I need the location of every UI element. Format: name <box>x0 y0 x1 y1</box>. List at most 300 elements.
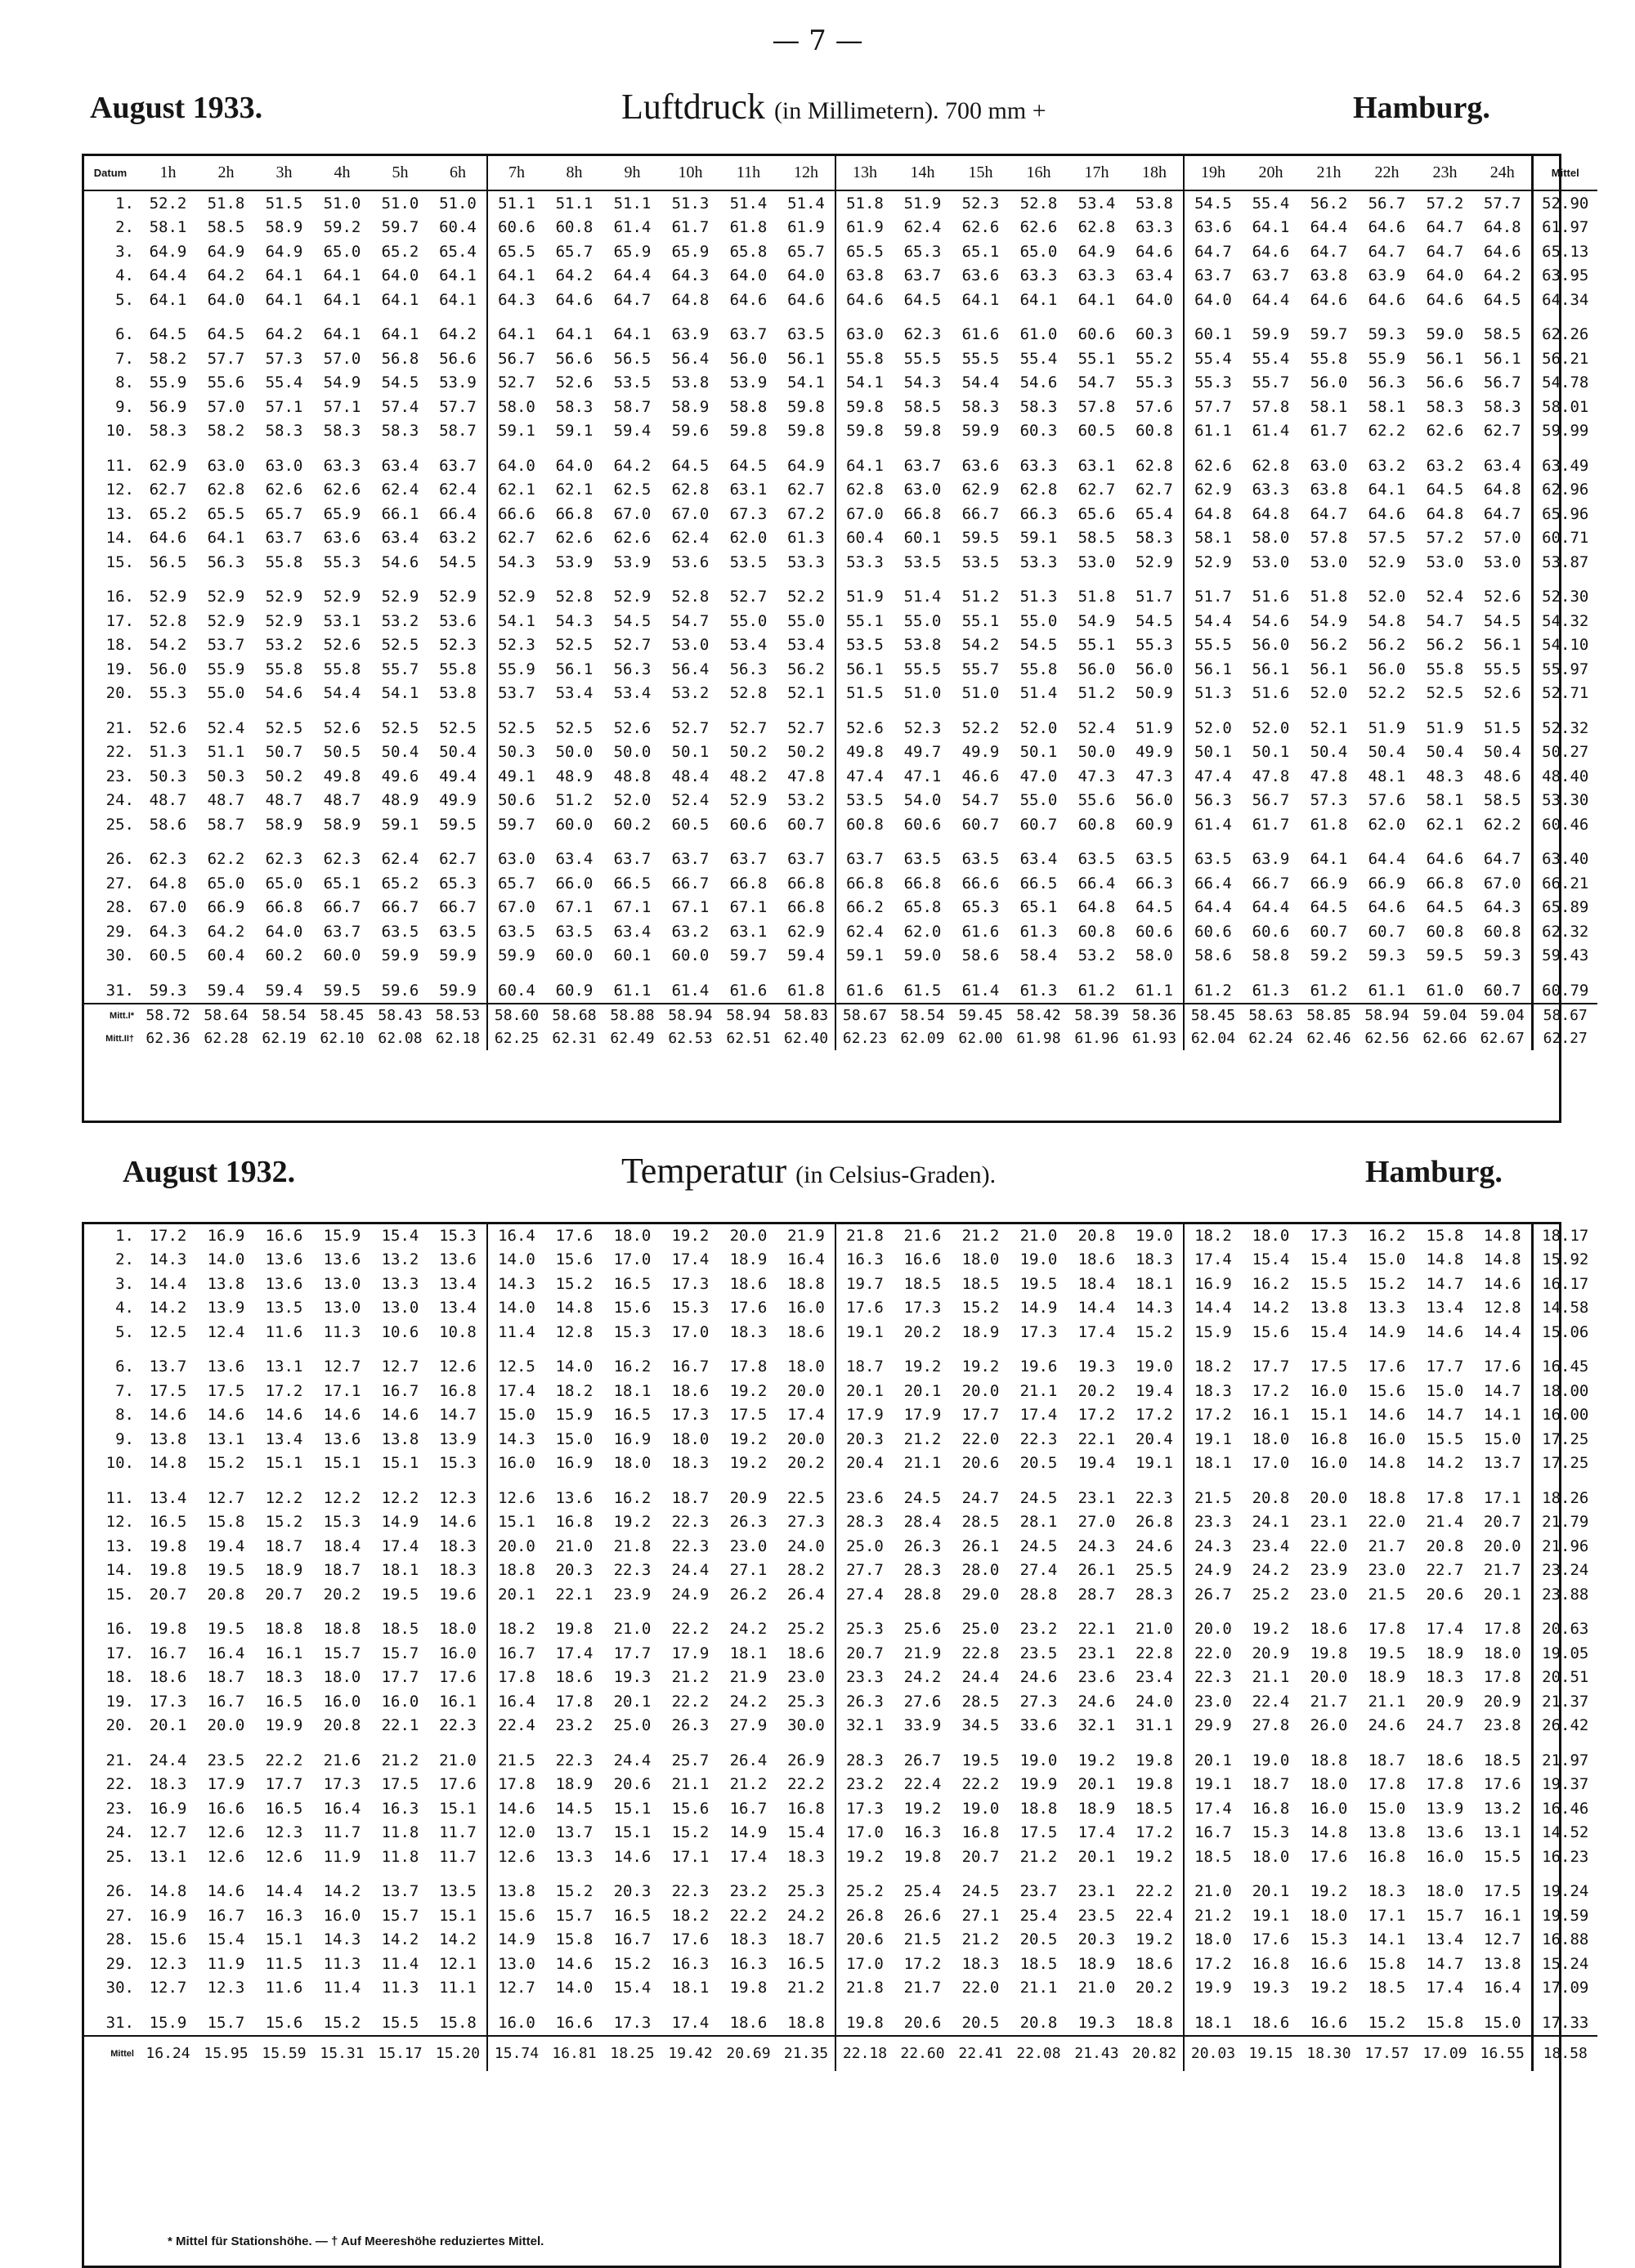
value-cell: 23.2 <box>729 1882 768 1901</box>
value-cell: 16.5 <box>613 1906 652 1925</box>
value-cell: 50.6 <box>487 789 545 813</box>
value-cell: 55.8 <box>1426 660 1464 678</box>
value-cell: 60.5 <box>149 946 187 965</box>
value-cell: 51.2 <box>1077 684 1116 703</box>
table-row <box>82 1607 1597 1642</box>
value-cell: 53.8 <box>1136 194 1173 212</box>
value-cell: 64.7 <box>1184 239 1242 264</box>
value-cell: 64.2 <box>439 325 477 344</box>
value-cell: 18.8 <box>1310 1751 1348 1769</box>
date-cell: 3. <box>115 1274 134 1293</box>
value-cell: 48.6 <box>1483 767 1521 785</box>
pressure-table <box>82 156 1597 1050</box>
value-cell: 19.8 <box>1136 1751 1173 1769</box>
value-cell: 17.2 <box>1077 1406 1116 1425</box>
value-cell: 51.6 <box>1252 684 1290 703</box>
value-cell: 25.2 <box>835 1869 894 1904</box>
value-cell: 60.7 <box>1019 815 1058 834</box>
value-cell: 21.2 <box>961 1226 1000 1245</box>
value-cell: 65.1 <box>961 242 1000 261</box>
table-row <box>82 657 1597 682</box>
table-row <box>82 347 1597 371</box>
hour-header: 20h <box>1242 156 1300 190</box>
value-cell: 26.6 <box>903 1906 942 1925</box>
value-cell: 11.1 <box>439 1979 477 1997</box>
value-cell: 56.1 <box>1184 657 1242 682</box>
value-cell: 18.9 <box>961 1322 1000 1341</box>
table-row <box>82 1248 1597 1273</box>
value-cell: 56.8 <box>381 349 419 368</box>
value-cell: 55.9 <box>1368 349 1406 368</box>
value-cell: 66.8 <box>1426 874 1464 892</box>
value-cell: 63.2 <box>439 529 477 548</box>
daily-mean-cell: 21.79 <box>1532 1510 1597 1535</box>
value-cell: 56.7 <box>1252 791 1290 810</box>
value-cell: 52.7 <box>787 718 825 737</box>
temperature-mittel-row <box>82 2036 1597 2071</box>
value-cell: 14.6 <box>439 1513 477 1532</box>
date-cell: 21. <box>105 718 134 737</box>
mean-value-cell: 62.04 <box>1184 1027 1242 1050</box>
value-cell: 17.8 <box>1483 1620 1521 1639</box>
value-cell: 19.1 <box>1184 1773 1242 1797</box>
value-cell: 21.1 <box>1019 1381 1058 1400</box>
hour-header: 9h <box>603 156 661 190</box>
value-cell: 16.1 <box>1483 1906 1521 1925</box>
value-cell: 63.5 <box>381 922 419 941</box>
value-cell: 23.9 <box>1310 1561 1348 1580</box>
table-row <box>82 1296 1597 1321</box>
date-cell: 14. <box>105 1561 134 1580</box>
value-cell: 59.3 <box>1368 325 1406 344</box>
value-cell: 51.4 <box>787 194 825 212</box>
value-cell: 17.0 <box>835 1821 894 1845</box>
pressure-month: August 1933. <box>90 91 263 125</box>
value-cell: 49.7 <box>903 743 942 762</box>
value-cell: 55.7 <box>961 660 1000 678</box>
value-cell: 54.5 <box>1136 611 1173 630</box>
value-cell: 55.8 <box>835 347 894 371</box>
value-cell: 14.0 <box>487 1248 545 1273</box>
value-cell: 17.5 <box>1483 1882 1521 1901</box>
value-cell: 14.3 <box>149 1250 187 1269</box>
value-cell: 62.8 <box>671 481 710 499</box>
mean-value-cell: 22.08 <box>1010 2036 1068 2071</box>
value-cell: 11.9 <box>207 1954 245 1973</box>
value-cell: 56.2 <box>1310 636 1348 655</box>
value-cell: 14.6 <box>613 1847 652 1866</box>
value-cell: 15.2 <box>555 1274 594 1293</box>
value-cell: 17.8 <box>555 1692 594 1711</box>
value-cell: 26.9 <box>787 1751 825 1769</box>
value-cell: 64.4 <box>1310 218 1348 237</box>
value-cell: 64.1 <box>439 266 477 285</box>
value-cell: 56.9 <box>149 397 187 416</box>
value-cell: 50.2 <box>265 767 303 785</box>
value-cell: 52.2 <box>961 718 1000 737</box>
value-cell: 55.4 <box>1252 194 1290 212</box>
value-cell: 53.0 <box>1252 552 1290 571</box>
value-cell: 13.1 <box>1483 1823 1521 1842</box>
value-cell: 64.3 <box>1483 898 1521 917</box>
value-cell: 21.0 <box>555 1537 594 1555</box>
pressure-title-line <box>621 86 1046 127</box>
value-cell: 64.0 <box>1184 288 1242 312</box>
value-cell: 55.8 <box>323 660 361 678</box>
date-cell: 26. <box>105 1882 134 1901</box>
date-cell: 22. <box>105 1775 134 1794</box>
value-cell: 23.9 <box>613 1585 652 1604</box>
value-cell: 24.7 <box>1426 1716 1464 1735</box>
table-row <box>82 526 1597 551</box>
value-cell: 66.5 <box>1019 874 1058 892</box>
value-cell: 15.9 <box>1184 1320 1242 1344</box>
value-cell: 58.2 <box>207 422 245 441</box>
value-cell: 17.2 <box>903 1954 942 1973</box>
value-cell: 13.6 <box>323 1250 361 1269</box>
mean-value-cell: 58.60 <box>487 1004 545 1027</box>
value-cell: 54.1 <box>487 609 545 633</box>
value-cell: 64.5 <box>1310 898 1348 917</box>
value-cell: 11.7 <box>439 1847 477 1866</box>
value-cell: 15.1 <box>487 1510 545 1535</box>
value-cell: 61.5 <box>903 981 942 1000</box>
table-row <box>82 1714 1597 1738</box>
value-cell: 54.5 <box>1483 611 1521 630</box>
value-cell: 59.7 <box>381 218 419 237</box>
value-cell: 65.4 <box>439 242 477 261</box>
value-cell: 64.4 <box>613 266 652 285</box>
value-cell: 18.0 <box>323 1668 361 1687</box>
value-cell: 19.3 <box>1077 1358 1116 1376</box>
value-cell: 14.8 <box>1426 1250 1464 1269</box>
value-cell: 48.8 <box>613 767 652 785</box>
value-cell: 21.7 <box>1483 1561 1521 1580</box>
value-cell: 15.8 <box>555 1930 594 1949</box>
value-cell: 21.8 <box>613 1537 652 1555</box>
value-cell: 12.7 <box>149 1979 187 1997</box>
value-cell: 15.3 <box>613 1322 652 1341</box>
table-row <box>82 1427 1597 1452</box>
value-cell: 22.2 <box>787 1775 825 1794</box>
value-cell: 55.0 <box>1019 611 1058 630</box>
daily-mean-cell: 52.71 <box>1532 682 1597 706</box>
value-cell: 59.2 <box>323 218 361 237</box>
value-cell: 14.9 <box>487 1928 545 1953</box>
value-cell: 67.1 <box>555 898 594 917</box>
value-cell: 15.2 <box>1368 1274 1406 1293</box>
value-cell: 48.7 <box>207 791 245 810</box>
mean-value-cell: 62.66 <box>1422 1030 1467 1047</box>
value-cell: 24.4 <box>961 1668 1000 1687</box>
value-cell: 60.7 <box>1483 981 1521 1000</box>
value-cell: 20.0 <box>1310 1668 1348 1687</box>
value-cell: 19.5 <box>961 1751 1000 1769</box>
value-cell: 15.6 <box>613 1299 652 1317</box>
value-cell: 57.8 <box>1077 397 1116 416</box>
value-cell: 55.5 <box>961 349 1000 368</box>
value-cell: 52.9 <box>439 588 477 606</box>
value-cell: 25.0 <box>613 1716 652 1735</box>
value-cell: 65.3 <box>961 898 1000 917</box>
value-cell: 60.4 <box>487 968 545 1004</box>
table-row <box>82 1641 1597 1666</box>
mean-value-cell: 58.45 <box>313 1004 371 1027</box>
value-cell: 30.0 <box>787 1716 825 1735</box>
value-cell: 59.1 <box>487 419 545 444</box>
date-cell: 31. <box>105 2013 134 2032</box>
value-cell: 18.0 <box>1252 1226 1290 1245</box>
value-cell: 55.8 <box>1310 349 1348 368</box>
value-cell: 50.4 <box>439 743 477 762</box>
value-cell: 58.7 <box>439 422 477 441</box>
value-cell: 58.9 <box>265 218 303 237</box>
value-cell: 18.6 <box>149 1668 187 1687</box>
value-cell: 17.8 <box>1483 1668 1521 1687</box>
value-cell: 57.0 <box>207 397 245 416</box>
daily-mean-cell: 18.17 <box>1532 1223 1597 1248</box>
value-cell: 16.7 <box>207 1692 245 1711</box>
value-cell: 15.1 <box>265 1930 303 1949</box>
value-cell: 17.5 <box>149 1381 187 1400</box>
value-cell: 54.4 <box>1184 609 1242 633</box>
value-cell: 13.0 <box>487 1952 545 1976</box>
value-cell: 18.0 <box>1310 1906 1348 1925</box>
hour-header: 6h <box>429 156 487 190</box>
mean-value-cell: 58.94 <box>1358 1004 1416 1027</box>
value-cell: 64.4 <box>1368 850 1406 869</box>
value-cell: 53.1 <box>323 611 361 630</box>
value-cell: 59.4 <box>613 422 652 441</box>
value-cell: 15.6 <box>149 1930 187 1949</box>
value-cell: 12.1 <box>439 1954 477 1973</box>
value-cell: 13.7 <box>381 1882 419 1901</box>
value-cell: 62.6 <box>323 481 361 499</box>
daily-mean-cell: 19.24 <box>1532 1869 1597 1904</box>
value-cell: 16.0 <box>1310 1381 1348 1400</box>
value-cell: 17.5 <box>1310 1358 1348 1376</box>
mean-label: Mitt.I* <box>82 1004 139 1027</box>
date-cell: 11. <box>105 1488 134 1507</box>
value-cell: 25.3 <box>835 1607 894 1642</box>
value-cell: 19.3 <box>1252 1979 1290 1997</box>
value-cell: 55.8 <box>1019 660 1058 678</box>
value-cell: 22.1 <box>1077 1429 1116 1448</box>
value-cell: 62.6 <box>961 218 1000 237</box>
value-cell: 62.2 <box>1368 422 1406 441</box>
value-cell: 51.9 <box>903 194 942 212</box>
value-cell: 22.3 <box>439 1716 477 1735</box>
value-cell: 67.0 <box>671 504 710 523</box>
value-cell: 18.6 <box>555 1668 594 1687</box>
value-cell: 64.5 <box>1483 290 1521 309</box>
table-row <box>82 1272 1597 1296</box>
value-cell: 13.9 <box>1426 1799 1464 1818</box>
value-cell: 52.0 <box>1252 718 1290 737</box>
value-cell: 52.8 <box>149 611 187 630</box>
value-cell: 21.7 <box>1368 1537 1406 1555</box>
value-cell: 67.1 <box>613 898 652 917</box>
value-cell: 65.7 <box>265 504 303 523</box>
value-cell: 50.5 <box>323 743 361 762</box>
value-cell: 53.0 <box>1310 552 1348 571</box>
value-cell: 13.6 <box>439 1250 477 1269</box>
value-cell: 20.5 <box>1019 1930 1058 1949</box>
value-cell: 59.4 <box>787 946 825 965</box>
value-cell: 61.0 <box>1019 325 1058 344</box>
value-cell: 23.2 <box>835 1773 894 1797</box>
value-cell: 17.1 <box>671 1847 710 1866</box>
value-cell: 59.8 <box>787 422 825 441</box>
value-cell: 64.5 <box>729 456 768 475</box>
value-cell: 64.6 <box>1368 218 1406 237</box>
table-row <box>82 371 1597 396</box>
value-cell: 48.1 <box>1368 767 1406 785</box>
value-cell: 25.2 <box>1252 1585 1290 1604</box>
value-cell: 62.3 <box>149 850 187 869</box>
value-cell: 57.7 <box>1184 395 1242 419</box>
mean-value-cell: 58.64 <box>197 1004 255 1027</box>
mean-value-cell: 62.40 <box>783 1030 829 1047</box>
value-cell: 63.0 <box>487 837 545 872</box>
value-cell: 18.5 <box>961 1274 1000 1293</box>
value-cell: 52.4 <box>1426 588 1464 606</box>
value-cell: 61.6 <box>729 981 768 1000</box>
hour-header: 12h <box>777 156 835 190</box>
value-cell: 18.6 <box>1310 1620 1348 1639</box>
value-cell: 52.7 <box>613 636 652 655</box>
value-cell: 63.6 <box>1184 216 1242 240</box>
value-cell: 49.8 <box>835 740 894 765</box>
value-cell: 54.5 <box>381 374 419 392</box>
daily-mean-cell: 65.13 <box>1532 239 1597 264</box>
table-row <box>82 216 1597 240</box>
value-cell: 52.3 <box>487 633 545 658</box>
value-cell: 11.4 <box>323 1979 361 1997</box>
value-cell: 47.3 <box>1136 767 1173 785</box>
value-cell: 27.0 <box>1077 1513 1116 1532</box>
value-cell: 64.0 <box>555 456 594 475</box>
value-cell: 55.0 <box>903 611 942 630</box>
mean-value-cell: 22.18 <box>835 2036 894 2071</box>
value-cell: 51.4 <box>729 194 768 212</box>
value-cell: 58.9 <box>323 815 361 834</box>
value-cell: 19.2 <box>729 1381 768 1400</box>
value-cell: 52.3 <box>903 718 942 737</box>
value-cell: 14.4 <box>265 1882 303 1901</box>
value-cell: 16.0 <box>487 2000 545 2036</box>
value-cell: 18.1 <box>671 1979 710 1997</box>
value-cell: 22.0 <box>1310 1537 1348 1555</box>
value-cell: 19.1 <box>1184 1427 1242 1452</box>
value-cell: 64.4 <box>1184 896 1242 920</box>
value-cell: 24.4 <box>613 1751 652 1769</box>
value-cell: 62.6 <box>1184 443 1242 478</box>
mean-value-cell: 58.42 <box>1010 1004 1068 1027</box>
value-cell: 20.1 <box>1077 1775 1116 1794</box>
value-cell: 64.1 <box>1310 850 1348 869</box>
value-cell: 17.7 <box>265 1775 303 1794</box>
value-cell: 26.3 <box>671 1716 710 1735</box>
value-cell: 52.9 <box>207 588 245 606</box>
value-cell: 16.7 <box>1184 1821 1242 1845</box>
value-cell: 56.1 <box>1252 660 1290 678</box>
mean-value-cell: 62.46 <box>1306 1030 1351 1047</box>
table-row <box>82 1582 1597 1607</box>
value-cell: 56.1 <box>1483 349 1521 368</box>
daily-mean-cell: 62.32 <box>1532 919 1597 944</box>
value-cell: 60.1 <box>1184 312 1242 347</box>
mean-value-cell: 16.81 <box>545 2036 603 2071</box>
value-cell: 17.6 <box>439 1668 477 1687</box>
value-cell: 64.6 <box>1368 898 1406 917</box>
value-cell: 16.9 <box>207 1226 245 1245</box>
value-cell: 52.6 <box>323 718 361 737</box>
value-cell: 56.3 <box>1368 374 1406 392</box>
value-cell: 14.8 <box>1310 1823 1348 1842</box>
value-cell: 53.3 <box>787 552 825 571</box>
value-cell: 63.6 <box>323 529 361 548</box>
value-cell: 25.5 <box>1136 1561 1173 1580</box>
value-cell: 58.3 <box>1426 397 1464 416</box>
value-cell: 46.6 <box>961 767 1000 785</box>
value-cell: 16.0 <box>439 1644 477 1662</box>
date-cell: 8. <box>115 374 134 392</box>
value-cell: 64.6 <box>1483 242 1521 261</box>
value-cell: 51.8 <box>207 194 245 212</box>
value-cell: 64.6 <box>1426 290 1464 309</box>
value-cell: 11.7 <box>323 1823 361 1842</box>
value-cell: 61.4 <box>613 218 652 237</box>
daily-mean-cell: 52.90 <box>1532 190 1597 216</box>
value-cell: 21.8 <box>835 1223 894 1248</box>
daily-mean-cell: 17.25 <box>1532 1427 1597 1452</box>
value-cell: 52.1 <box>1310 718 1348 737</box>
value-cell: 55.4 <box>265 374 303 392</box>
value-cell: 15.1 <box>381 1454 419 1473</box>
value-cell: 63.2 <box>1426 456 1464 475</box>
value-cell: 66.1 <box>381 504 419 523</box>
value-cell: 48.7 <box>323 791 361 810</box>
value-cell: 20.3 <box>835 1427 894 1452</box>
value-cell: 53.9 <box>613 552 652 571</box>
value-cell: 17.9 <box>207 1775 245 1794</box>
value-cell: 15.0 <box>555 1429 594 1448</box>
value-cell: 18.3 <box>729 1322 768 1341</box>
value-cell: 64.1 <box>613 325 652 344</box>
value-cell: 64.4 <box>149 266 187 285</box>
daily-mean-cell: 63.40 <box>1532 837 1597 872</box>
value-cell: 58.1 <box>1426 791 1464 810</box>
value-cell: 14.5 <box>555 1799 594 1818</box>
value-cell: 54.5 <box>1184 190 1242 216</box>
value-cell: 51.2 <box>555 791 594 810</box>
value-cell: 51.0 <box>439 194 477 212</box>
date-cell: 25. <box>105 815 134 834</box>
value-cell: 16.0 <box>1310 1454 1348 1473</box>
value-cell: 64.1 <box>439 290 477 309</box>
value-cell: 62.5 <box>613 481 652 499</box>
date-cell: 10. <box>105 1454 134 1473</box>
value-cell: 56.3 <box>1184 789 1242 813</box>
value-cell: 18.6 <box>1136 1954 1173 1973</box>
date-cell: 7. <box>115 1381 134 1400</box>
value-cell: 16.0 <box>1310 1799 1348 1818</box>
value-cell: 60.6 <box>729 815 768 834</box>
value-cell: 53.0 <box>1426 552 1464 571</box>
value-cell: 54.2 <box>961 636 1000 655</box>
value-cell: 18.1 <box>1184 1452 1242 1476</box>
